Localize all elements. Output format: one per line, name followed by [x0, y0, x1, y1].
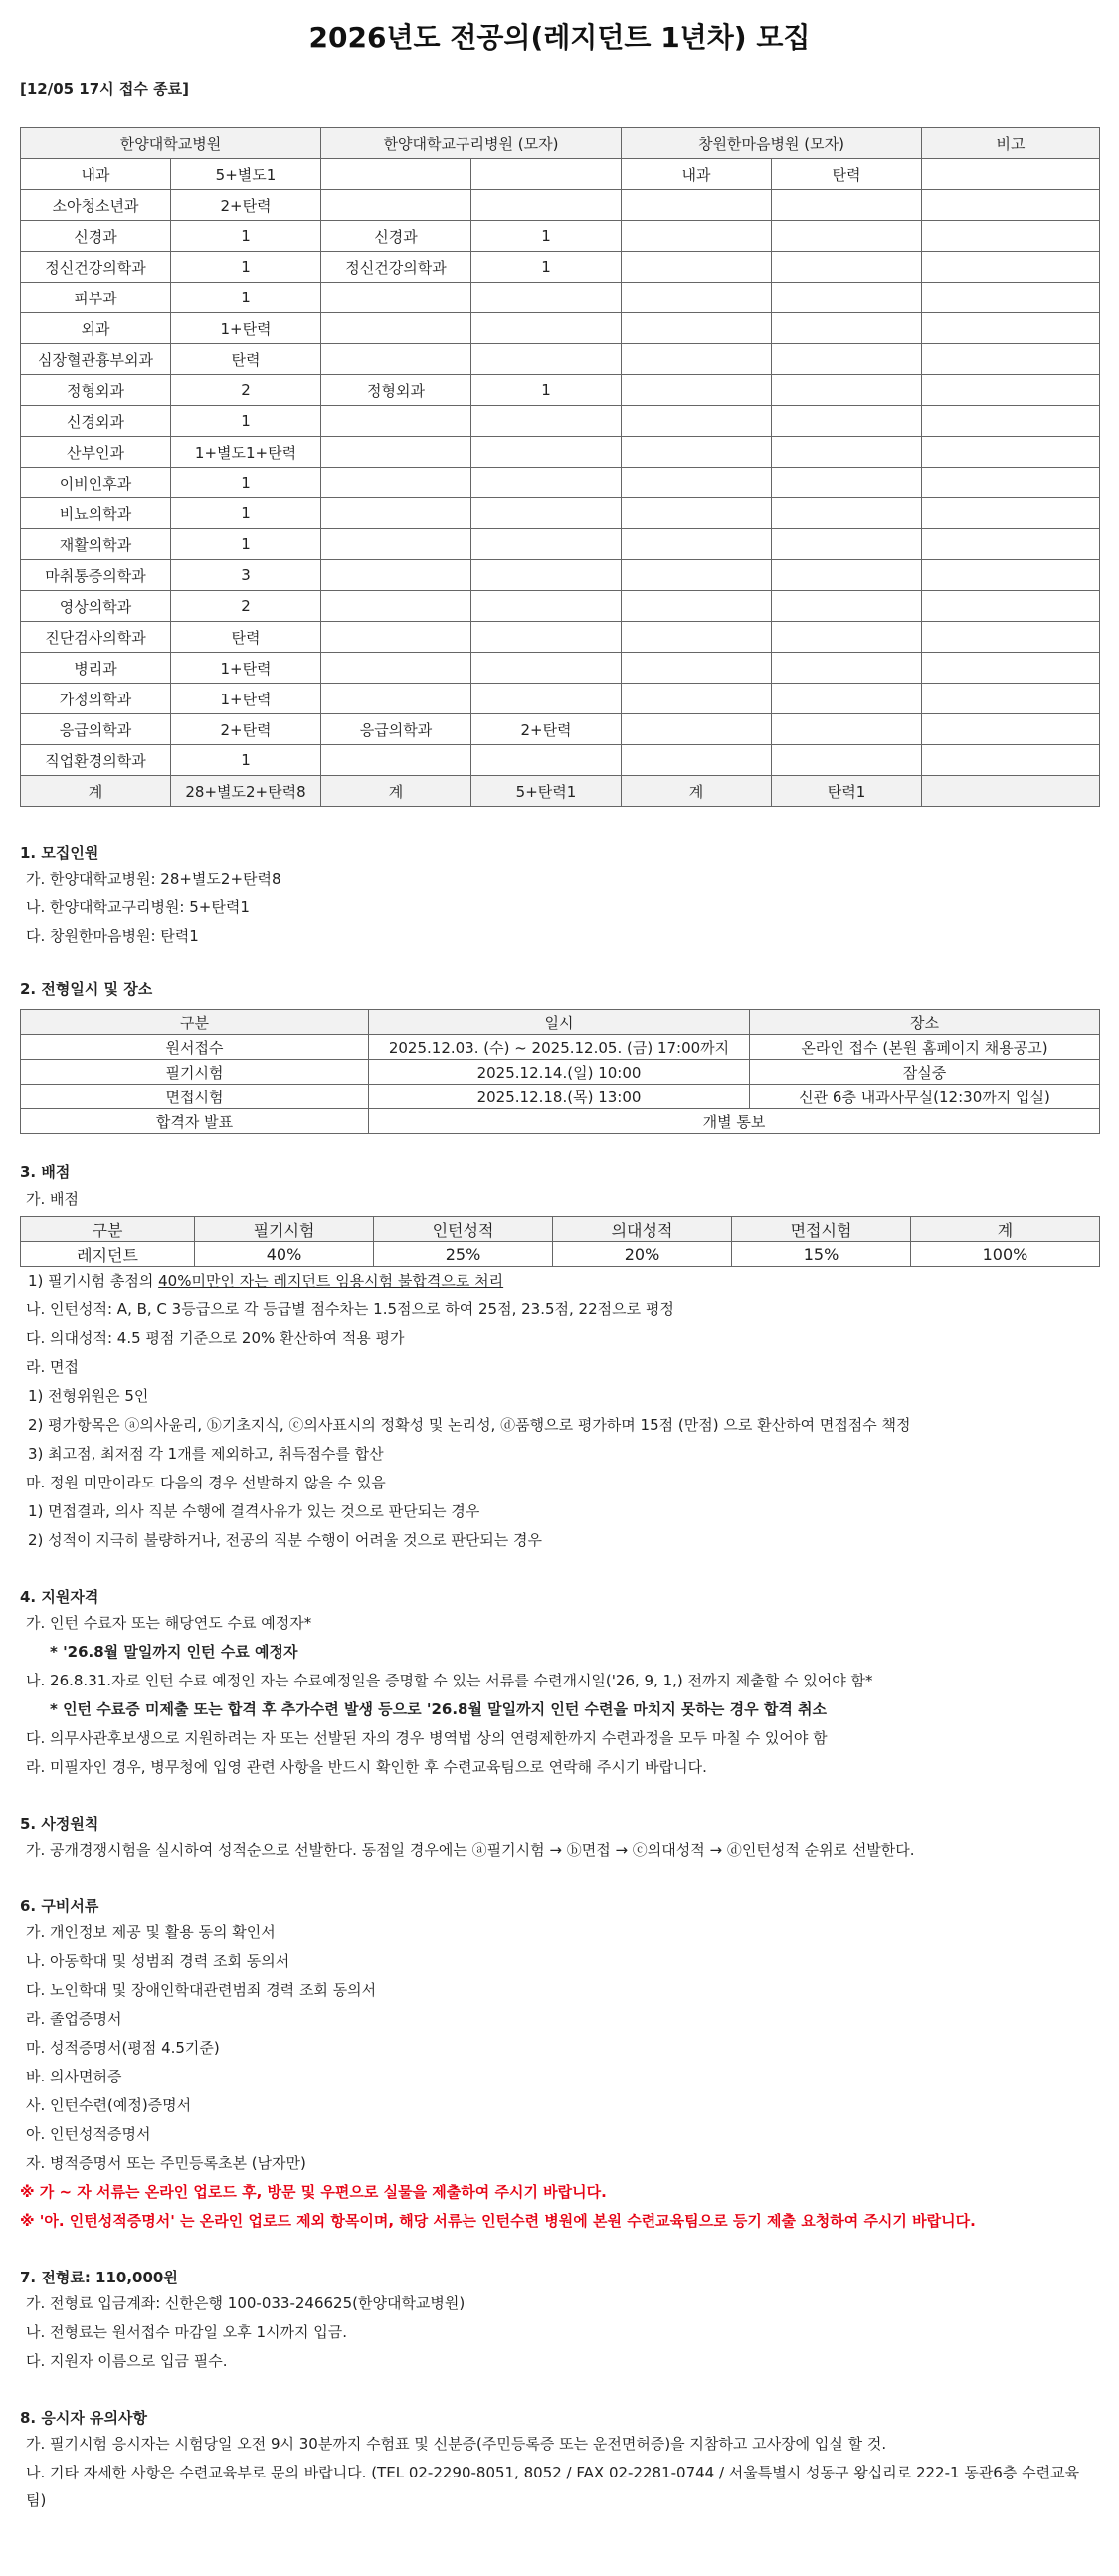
table-row	[21, 468, 1100, 498]
table-cell: 1	[471, 252, 622, 283]
table-cell	[622, 313, 772, 344]
table-cell: 합격자 발표	[21, 1109, 369, 1134]
table-cell: 내과	[622, 159, 772, 190]
table-cell	[922, 313, 1100, 344]
table-cell: 2	[171, 591, 321, 622]
table-cell: 소아청소년과	[21, 190, 171, 221]
table-cell: 5+별도1	[171, 159, 321, 190]
total-cell	[922, 776, 1100, 807]
table-cell	[772, 714, 922, 745]
table-cell	[772, 221, 922, 252]
table-cell	[922, 283, 1100, 313]
table-header-row	[21, 1010, 1100, 1035]
table-header-row	[21, 128, 1100, 159]
table-row	[21, 375, 1100, 406]
table-cell	[772, 252, 922, 283]
table-cell: 2025.12.14.(일) 10:00	[369, 1060, 750, 1085]
table-row	[21, 190, 1100, 221]
table-cell: 영상의학과	[21, 591, 171, 622]
table-cell	[772, 313, 922, 344]
total-cell: 계	[622, 776, 772, 807]
table-cell	[321, 653, 471, 684]
table-cell	[622, 498, 772, 529]
table-cell	[922, 745, 1100, 776]
red-notice: ※ 가 ~ 자 서류는 온라인 업로드 후, 방문 및 우편으로 실물을 제출하여 주시기 바랍니다.	[20, 2183, 607, 2201]
table-cell	[622, 653, 772, 684]
table-cell: 면접시험	[21, 1085, 369, 1109]
table-cell	[622, 684, 772, 714]
table-cell: 마취통증의학과	[21, 560, 171, 591]
hospital-quota-table	[20, 127, 1100, 807]
table-row	[21, 283, 1100, 313]
table-cell: 신경외과	[21, 406, 171, 437]
list-item: 다. 의대성적: 4.5 평점 기준으로 20% 환산하여 적용 평가	[26, 1329, 405, 1347]
section-7-title: 7. 전형료: 110,000원	[20, 2269, 178, 2286]
table-cell	[922, 344, 1100, 375]
table-cell: 1	[171, 406, 321, 437]
table-cell: 1	[471, 221, 622, 252]
table-cell: 외과	[21, 313, 171, 344]
section-5-title: 5. 사정원칙	[20, 1815, 99, 1833]
table-cell	[471, 529, 622, 560]
table-row	[21, 252, 1100, 283]
table-cell: 신경과	[21, 221, 171, 252]
table-cell: 15%	[732, 1242, 911, 1267]
table-row	[21, 313, 1100, 344]
table-cell: 정신건강의학과	[321, 252, 471, 283]
list-item: 사. 인턴수련(예정)증명서	[26, 2096, 192, 2114]
table-cell	[922, 437, 1100, 468]
table-cell: 25%	[374, 1242, 553, 1267]
table-row	[21, 1109, 1100, 1134]
table-cell: 1	[171, 221, 321, 252]
list-item: 가. 개인정보 제공 및 활용 동의 확인서	[26, 1923, 276, 1941]
list-item: 아. 인턴성적증명서	[26, 2125, 151, 2143]
table-cell	[471, 684, 622, 714]
table-cell	[471, 653, 622, 684]
table-cell: 40%	[195, 1242, 374, 1267]
list-item: 자. 병적증명서 또는 주민등록초본 (남자만)	[26, 2154, 306, 2172]
total-cell: 계	[21, 776, 171, 807]
table-cell: 온라인 접수 (본원 홈페이지 채용공고)	[750, 1035, 1100, 1060]
list-item: 바. 의사면허증	[26, 2068, 122, 2085]
table-cell	[922, 560, 1100, 591]
list-item: 다. 지원자 이름으로 입금 필수.	[26, 2352, 228, 2370]
footnote: * '26.8월 말일까지 인턴 수료 예정자	[50, 1643, 298, 1661]
hospital-table-body	[21, 159, 1100, 776]
list-item: 라. 미필자인 경우, 병무청에 입영 관련 사항을 반드시 확인한 후 수련교육팀으로 연락해 주시기 바랍니다.	[26, 1758, 707, 1776]
section-4-title: 4. 지원자격	[20, 1588, 99, 1606]
table-cell: 2025.12.18.(목) 13:00	[369, 1085, 750, 1109]
list-item: 가. 공개경쟁시험을 실시하여 성적순으로 선발한다. 동점일 경우에는 ⓐ필기시험 → ⓑ면접 → ⓒ의대성적 → ⓓ인턴성적 순위로 선발한다.	[26, 1841, 915, 1859]
red-notice: ※ '아. 인턴성적증명서' 는 온라인 업로드 제외 항목이며, 해당 서류는 인턴수련 병원에 본원 수련교육팀으로 등기 제출 요청하여 주시기 바랍니다.	[20, 2212, 976, 2230]
list-item: 다. 의무사관후보생으로 지원하려는 자 또는 선발된 자의 경우 병역법 상의 연령제한까지 수련과정을 모두 마칠 수 있어야 함	[26, 1729, 828, 1747]
list-item: 나. 한양대학교구리병원: 5+탄력1	[26, 898, 250, 916]
table-cell	[321, 468, 471, 498]
table-cell	[922, 375, 1100, 406]
table-cell	[321, 283, 471, 313]
section-8-title: 8. 응시자 유의사항	[20, 2409, 148, 2427]
table-cell	[622, 190, 772, 221]
table-cell	[622, 591, 772, 622]
header-guri: 한양대학교구리병원 (모자)	[321, 128, 622, 159]
table-row	[21, 622, 1100, 653]
table-cell	[772, 406, 922, 437]
table-cell: 응급의학과	[321, 714, 471, 745]
table-cell: 정신건강의학과	[21, 252, 171, 283]
table-cell: 레지던트	[21, 1242, 195, 1267]
list-item: 가. 전형료 입금계좌: 신한은행 100-033-246625(한양대학교병원)	[26, 2294, 466, 2312]
table-cell	[321, 159, 471, 190]
table-cell	[622, 745, 772, 776]
section-2-title: 2. 전형일시 및 장소	[20, 980, 153, 998]
table-cell	[622, 468, 772, 498]
table-row	[21, 344, 1100, 375]
table-cell	[471, 406, 622, 437]
table-cell	[471, 313, 622, 344]
table-cell	[922, 252, 1100, 283]
table-cell	[772, 591, 922, 622]
table-row	[21, 437, 1100, 468]
page-title: 2026년도 전공의(레지던트 1년차) 모집	[308, 21, 811, 54]
table-cell	[321, 498, 471, 529]
table-row	[21, 1035, 1100, 1060]
table-cell	[471, 468, 622, 498]
table-cell	[471, 622, 622, 653]
list-item: 가. 인턴 수료자 또는 해당연도 수료 예정자*	[26, 1614, 312, 1632]
list-item: 2) 성적이 지극히 불량하거나, 전공의 직분 수행이 어려울 것으로 판단되는 경우	[28, 1531, 543, 1549]
table-cell	[772, 560, 922, 591]
page	[20, 0, 1099, 2514]
section-1-title: 1. 모집인원	[20, 844, 99, 862]
table-row	[21, 653, 1100, 684]
table-row	[21, 498, 1100, 529]
table-cell: 1	[171, 529, 321, 560]
table-cell	[772, 529, 922, 560]
table-row	[21, 714, 1100, 745]
table-cell	[321, 437, 471, 468]
table-cell	[622, 622, 772, 653]
table-cell: 신관 6층 내과사무실(12:30까지 입실)	[750, 1085, 1100, 1109]
list-item: 가. 한양대학교병원: 28+별도2+탄력8	[26, 870, 281, 888]
table-row	[21, 745, 1100, 776]
underlined-text: 40%미만인 자는 레지던트 임용시험 불합격으로 처리	[158, 1272, 504, 1289]
list-item: 3) 최고점, 최저점 각 1개를 제외하고, 취득점수를 합산	[28, 1445, 384, 1463]
table-cell: 탄력	[171, 344, 321, 375]
table-cell	[321, 684, 471, 714]
header-cell: 구분	[21, 1217, 195, 1242]
table-cell: 1+별도1+탄력	[171, 437, 321, 468]
table-cell: 1	[171, 498, 321, 529]
table-cell	[772, 344, 922, 375]
list-item: 1) 면접결과, 의사 직분 수행에 결격사유가 있는 것으로 판단되는 경우	[28, 1502, 480, 1520]
list-item: 마. 정원 미만이라도 다음의 경우 선발하지 않을 수 있음	[26, 1474, 386, 1491]
table-cell: 원서접수	[21, 1035, 369, 1060]
table-cell	[922, 529, 1100, 560]
table-cell: 비뇨의학과	[21, 498, 171, 529]
list-item: 1) 전형위원은 5인	[28, 1387, 149, 1405]
total-cell: 계	[321, 776, 471, 807]
list-item: 나. 아동학대 및 성범죄 경력 조회 동의서	[26, 1952, 290, 1970]
table-cell: 1	[171, 468, 321, 498]
table-cell: 필기시험	[21, 1060, 369, 1085]
table-cell	[321, 591, 471, 622]
score-table	[20, 1216, 1100, 1267]
table-row	[21, 406, 1100, 437]
table-cell	[922, 221, 1100, 252]
table-cell: 이비인후과	[21, 468, 171, 498]
header-cell: 인턴성적	[374, 1217, 553, 1242]
table-cell	[772, 498, 922, 529]
table-row	[21, 1085, 1100, 1109]
table-cell: 심장혈관흉부외과	[21, 344, 171, 375]
table-cell: 2025.12.03. (수) ~ 2025.12.05. (금) 17:00까지	[369, 1035, 750, 1060]
table-cell	[772, 653, 922, 684]
table-cell: 탄력	[171, 622, 321, 653]
header-cell: 장소	[750, 1010, 1100, 1035]
header-cell: 면접시험	[732, 1217, 911, 1242]
subsection-label: 가. 배점	[26, 1190, 80, 1208]
table-cell	[471, 344, 622, 375]
table-row	[21, 1242, 1100, 1267]
table-cell: 재활의학과	[21, 529, 171, 560]
table-cell: 1+탄력	[171, 684, 321, 714]
schedule-table	[20, 1009, 1100, 1134]
table-cell: 내과	[21, 159, 171, 190]
table-cell	[471, 283, 622, 313]
table-cell: 잠실중	[750, 1060, 1100, 1085]
text-span: 1) 필기시험 총점의	[28, 1272, 159, 1289]
table-cell: 3	[171, 560, 321, 591]
list-item: 마. 성적증명서(평점 4.5기준)	[26, 2039, 220, 2057]
header-changwon: 창원한마음병원 (모자)	[622, 128, 922, 159]
header-cell: 일시	[369, 1010, 750, 1035]
table-cell	[922, 684, 1100, 714]
footnote: * 인턴 수료증 미제출 또는 합격 후 추가수련 발생 등으로 '26.8월 말일까지 인턴 수련을 마치지 못하는 경우 합격 취소	[50, 1700, 828, 1718]
table-header-row	[21, 1217, 1100, 1242]
table-cell: 2+탄력	[471, 714, 622, 745]
table-cell: 병리과	[21, 653, 171, 684]
table-cell	[622, 714, 772, 745]
table-cell	[622, 375, 772, 406]
table-cell	[772, 745, 922, 776]
table-cell	[471, 560, 622, 591]
table-cell: 응급의학과	[21, 714, 171, 745]
table-cell	[622, 344, 772, 375]
table-cell: 신경과	[321, 221, 471, 252]
table-cell: 정형외과	[21, 375, 171, 406]
table-cell	[772, 437, 922, 468]
table-row	[21, 529, 1100, 560]
table-cell	[922, 714, 1100, 745]
table-cell	[321, 529, 471, 560]
header-cell: 필기시험	[195, 1217, 374, 1242]
table-cell	[321, 745, 471, 776]
table-cell: 2	[171, 375, 321, 406]
table-cell	[922, 190, 1100, 221]
total-cell: 탄력1	[772, 776, 922, 807]
table-cell	[922, 498, 1100, 529]
table-cell: 개별 통보	[369, 1109, 1100, 1134]
table-cell	[622, 437, 772, 468]
table-cell: 산부인과	[21, 437, 171, 468]
table-cell	[471, 190, 622, 221]
table-cell	[622, 406, 772, 437]
list-item: 나. 기타 자세한 사항은 수련교육부로 문의 바랍니다. (TEL 02-2290-8051, 8052 / FAX 02-2281-0744 / 서울특별시 성동구 왕십리로 222-1 동관6층 수련교육팀)	[26, 2464, 1080, 2509]
table-cell: 정형외과	[321, 375, 471, 406]
table-cell	[922, 591, 1100, 622]
total-row	[21, 776, 1100, 807]
table-cell	[321, 622, 471, 653]
header-cell: 계	[911, 1217, 1100, 1242]
table-cell	[772, 190, 922, 221]
table-cell	[772, 468, 922, 498]
table-row	[21, 159, 1100, 190]
table-cell	[772, 283, 922, 313]
table-cell: 100%	[911, 1242, 1100, 1267]
table-cell: 1+탄력	[171, 653, 321, 684]
table-cell	[321, 406, 471, 437]
table-cell	[321, 344, 471, 375]
section-3-title: 3. 배점	[20, 1163, 71, 1181]
total-cell: 28+별도2+탄력8	[171, 776, 321, 807]
table-cell	[922, 159, 1100, 190]
list-item: 나. 인턴성적: A, B, C 3등급으로 각 등급별 점수차는 1.5점으로 하여 25점, 23.5점, 22점으로 평정	[26, 1300, 674, 1318]
table-cell: 1	[471, 375, 622, 406]
table-cell: 1	[171, 252, 321, 283]
table-cell: 진단검사의학과	[21, 622, 171, 653]
table-cell	[471, 437, 622, 468]
table-cell: 2+탄력	[171, 190, 321, 221]
list-item: 2) 평가항목은 ⓐ의사윤리, ⓑ기초지식, ⓒ의사표시의 정확성 및 논리성, ⓓ품행으로 평가하며 15점 (만점) 으로 환산하여 면접점수 책정	[28, 1416, 911, 1434]
table-cell	[622, 221, 772, 252]
table-cell	[471, 745, 622, 776]
table-cell: 탄력	[772, 159, 922, 190]
table-cell	[471, 591, 622, 622]
table-cell	[321, 313, 471, 344]
header-cell: 구분	[21, 1010, 369, 1035]
table-cell	[622, 560, 772, 591]
table-cell	[922, 468, 1100, 498]
table-cell	[321, 560, 471, 591]
table-row	[21, 684, 1100, 714]
table-cell	[922, 406, 1100, 437]
table-cell	[321, 190, 471, 221]
table-cell	[471, 159, 622, 190]
table-cell: 1+탄력	[171, 313, 321, 344]
table-cell	[772, 375, 922, 406]
table-cell	[772, 684, 922, 714]
list-item: 나. 26.8.31.자로 인턴 수료 예정인 자는 수료예정일을 증명할 수 있는 서류를 수련개시일('26, 9, 1,) 전까지 제출할 수 있어야 함*	[26, 1672, 873, 1689]
table-cell: 20%	[553, 1242, 732, 1267]
list-item: 가. 필기시험 응시자는 시험당일 오전 9시 30분까지 수험표 및 신분증(주민등록증 또는 운전면허증)을 지참하고 고사장에 입실 할 것.	[26, 2435, 887, 2453]
table-cell	[922, 653, 1100, 684]
table-row	[21, 560, 1100, 591]
header-hanyang: 한양대학교병원	[21, 128, 321, 159]
table-row	[21, 591, 1100, 622]
table-cell: 직업환경의학과	[21, 745, 171, 776]
table-cell	[922, 622, 1100, 653]
table-cell	[622, 529, 772, 560]
total-cell: 5+탄력1	[471, 776, 622, 807]
table-cell: 2+탄력	[171, 714, 321, 745]
table-row	[21, 221, 1100, 252]
list-item: 다. 노인학대 및 장애인학대관련범죄 경력 조회 동의서	[26, 1981, 377, 1999]
table-row	[21, 1060, 1100, 1085]
table-cell: 1	[171, 283, 321, 313]
header-note: 비고	[922, 128, 1100, 159]
list-item	[20, 1267, 1099, 1295]
table-cell: 피부과	[21, 283, 171, 313]
section-6-title: 6. 구비서류	[20, 1897, 99, 1915]
list-item: 다. 창원한마음병원: 탄력1	[26, 927, 199, 945]
list-item: 라. 졸업증명서	[26, 2010, 122, 2028]
list-item: 라. 면접	[26, 1358, 80, 1376]
table-cell: 1	[171, 745, 321, 776]
table-cell	[622, 252, 772, 283]
table-cell	[772, 622, 922, 653]
table-cell	[471, 498, 622, 529]
table-cell: 가정의학과	[21, 684, 171, 714]
deadline-notice: [12/05 17시 접수 종료]	[20, 80, 189, 98]
list-item: 나. 전형료는 원서접수 마감일 오후 1시까지 입금.	[26, 2323, 347, 2341]
header-cell: 의대성적	[553, 1217, 732, 1242]
table-cell	[622, 283, 772, 313]
